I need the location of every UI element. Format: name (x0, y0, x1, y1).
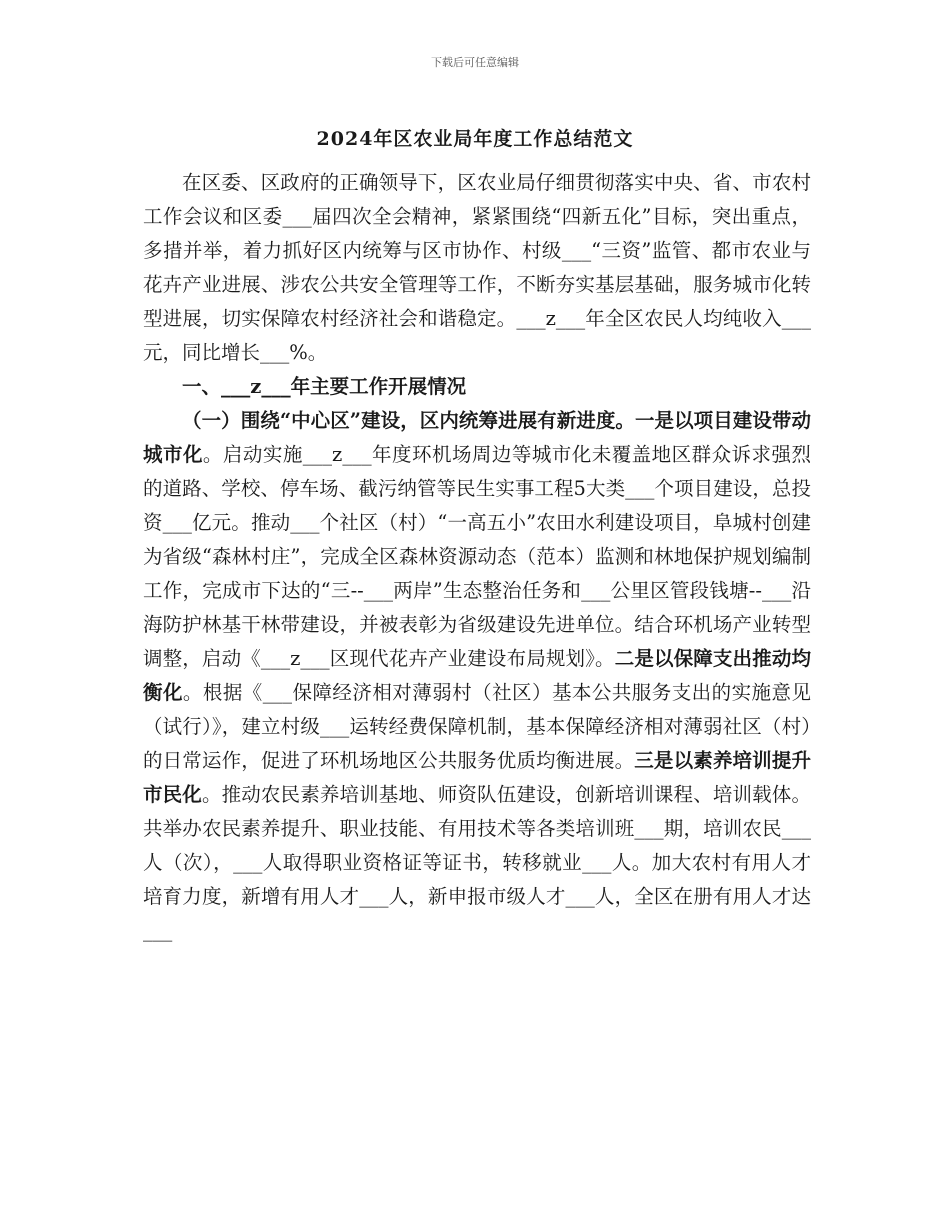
text-run: 区现代花卉产业建设布局规划》。 (329, 647, 615, 670)
text-run: 。 (202, 443, 223, 466)
year-field: ___z___ (516, 307, 586, 330)
text-run: 人（次）， (143, 851, 234, 874)
text-run: 期，培训农民 (663, 817, 782, 840)
bold-heading: 三是以素养培训提升市民化 (143, 749, 811, 806)
blank-field: ___ (162, 511, 192, 534)
text-run: 年度环机场周边等城市化未覆盖地区群众诉求强烈的道路、学校、停车场、截污纳管等民生实事工程5大类 (143, 443, 811, 500)
blank-field: ___ (143, 919, 173, 942)
text-run: 人取得职业资格证等证书，转移就业 (262, 851, 583, 874)
year-field: ___z___ (221, 375, 291, 398)
text-run: 根据《 (202, 681, 263, 704)
blank-field: ___ (581, 579, 611, 602)
section-heading (143, 370, 811, 404)
blank-field: ___ (561, 239, 592, 262)
text-run: 人，新申报市级人才 (388, 885, 566, 908)
blank-field: ___ (233, 851, 263, 874)
text-run: %。 (289, 341, 328, 364)
text-run: 。 (201, 783, 222, 806)
blank-field: ___ (262, 681, 293, 704)
text-run: 运转经费保障机制，基本保障经济相对薄弱社区（村）的日常运作，促进了环机场地区公共服务优质均衡进展。 (143, 715, 811, 772)
year-field: ___z___ (302, 443, 372, 466)
blank-field: ___ (634, 817, 664, 840)
blank-field: ___ (363, 579, 394, 602)
text-run: 年全区农民人均纯收入 (585, 307, 782, 330)
document-title: 2024年区农业局年度工作总结范文 (316, 128, 634, 150)
blank-field: ___ (761, 579, 792, 602)
blank-field: ___ (565, 885, 595, 908)
text-run: “三资”监管、都市农业与花卉产业进展、涉农公共安全管理等工作，不断夯实基层基础，服务城市化转型进展，切实保障农村经济社会和谐稳定。 (143, 239, 811, 330)
text-run: 启动实施 (222, 443, 303, 466)
blank-field: ___ (290, 511, 320, 534)
blank-field: ___ (625, 477, 655, 500)
text-run: 两岸”生态整治任务和 (393, 579, 582, 602)
blank-field: ___ (781, 307, 811, 330)
blank-field: ___ (359, 885, 389, 908)
blank-field: ___ (582, 851, 612, 874)
text-run: 届四次全会精神，紧紧围绕“四新五化”目标，突出重点，多措并举，着力抓好区内统筹与区市协作、村级 (143, 205, 811, 262)
section-title: 年主要工作开展情况 (290, 375, 467, 398)
text-run: 亿元。推动 (191, 511, 291, 534)
blank-field: ___ (260, 341, 290, 364)
text-run: 。 (182, 681, 203, 704)
text-run: 推动农民素养培训基地、师资队伍建设，创新培训课程、培训载体。共举办农民素养提升、职业技能、有用技术等各类培训班 (143, 783, 811, 840)
page-header-note: 下载后可任意编辑 (431, 56, 519, 69)
blank-field: ___ (319, 715, 350, 738)
bold-heading: 二是以保障支出推动均衡化 (143, 647, 811, 704)
section-prefix: 一、 (182, 375, 222, 398)
blank-field: ___ (781, 817, 811, 840)
blank-field: ___ (282, 205, 312, 228)
bold-heading: （一）围绕“中心区”建设，区内统筹进展有新进度。一是以项目建设带动城市化 (143, 409, 811, 466)
text-run: 元，同比增长 (143, 341, 261, 364)
text-run: 人，全区在册有用人才达 (594, 885, 811, 908)
text-run: 公里区管段钱塘-- (610, 579, 762, 602)
text-run: 人。加大农村有用人才培育力度，新增有用人才 (143, 851, 811, 908)
document-body (143, 166, 811, 948)
intro-paragraph (143, 166, 811, 370)
text-run: 在区委、区政府的正确领导下，区农业局仔细贯彻落实中央、省、市农村工作会议和区委 (143, 171, 811, 228)
section-paragraph (143, 404, 811, 948)
year-field: ___z___ (260, 647, 330, 670)
text-run: 个社区（村）“一高五小”农田水利建设项目，阜城村创建为省级“森林村庄”，完成全区森林资源动态（范本）监测和林地保护规划编制工作，完成市下达的“三-- (143, 511, 811, 602)
text-run: 沿海防护林基干林带建设，并被表彰为省级建设先进单位。结合环机场产业转型调整，启动《 (143, 579, 811, 670)
text-run: 个项目建设，总投资 (143, 477, 811, 534)
text-run: 保障经济相对薄弱村（社区）基本公共服务支出的实施意见（试行）》，建立村级 (143, 681, 811, 738)
